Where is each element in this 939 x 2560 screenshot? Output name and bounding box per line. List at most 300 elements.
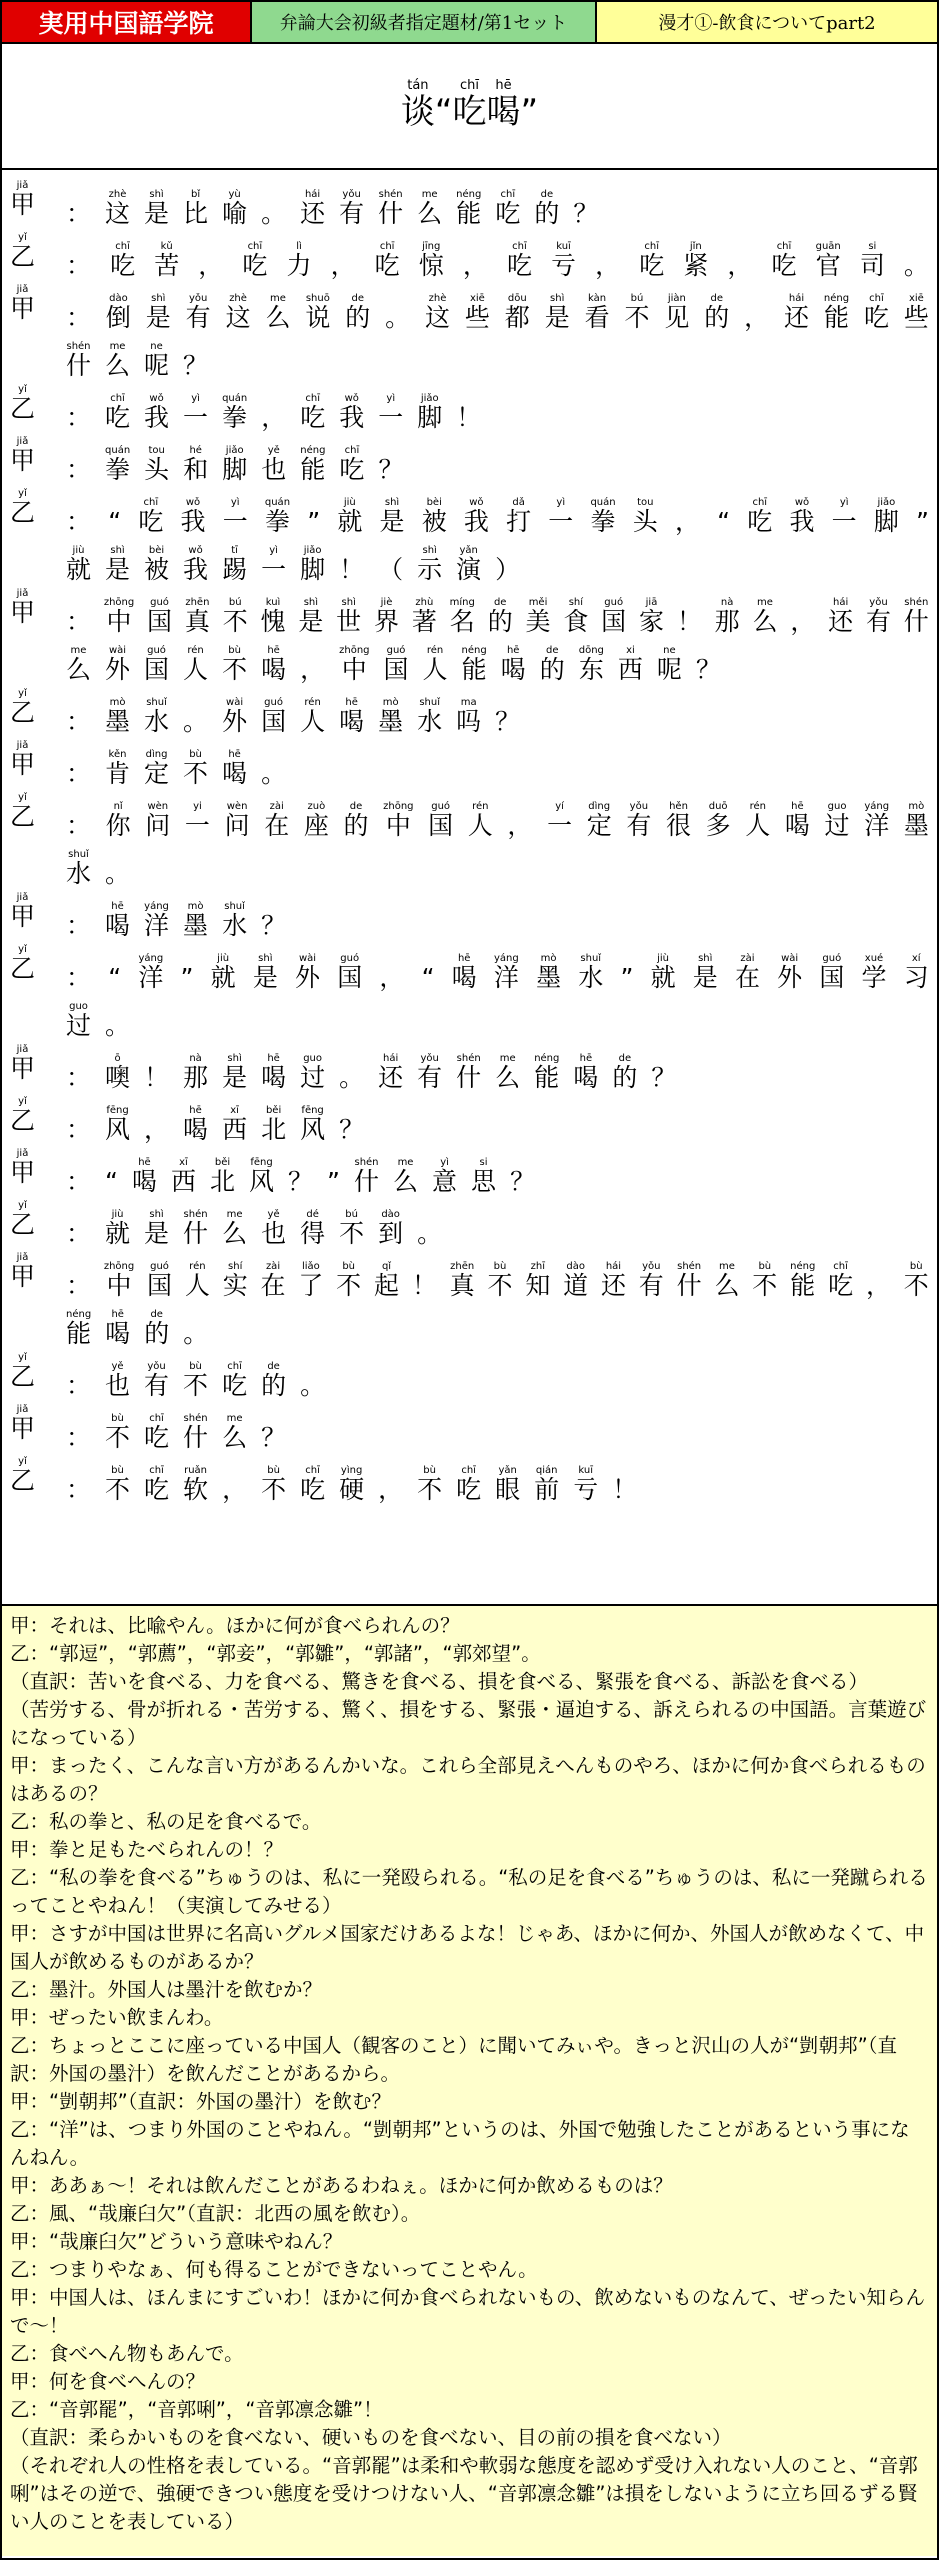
hanzi-char: 不bù <box>105 1465 131 1504</box>
hanzi-char: ， <box>261 403 287 432</box>
hanzi-char: 什shén <box>903 597 929 636</box>
dialogue-line <box>10 1350 929 1398</box>
hanzi-char: 过guo <box>300 1053 326 1092</box>
hanzi-char: ！ <box>411 1271 437 1300</box>
hanzi-char: 我wǒ <box>180 497 206 536</box>
hanzi-char: 思si <box>471 1157 497 1196</box>
hanzi-char: 什shén <box>66 341 92 380</box>
hanzi-char: 能néng <box>534 1053 560 1092</box>
hanzi-char: 国guó <box>428 801 454 840</box>
hanzi-char: 见jiàn <box>664 293 690 332</box>
hanzi-char: ： <box>66 1271 92 1300</box>
dialogue-text <box>66 1250 929 1346</box>
hanzi-char: 喝hē <box>784 801 810 840</box>
hanzi-char: 在zài <box>260 1261 286 1300</box>
hanzi-char: ， <box>462 251 488 280</box>
hanzi-char: 吃chī <box>144 1465 170 1504</box>
hanzi-char: 不bù <box>261 1465 287 1504</box>
dialogue-line <box>10 1094 929 1142</box>
hanzi-char: 不bù <box>183 1361 209 1400</box>
hanzi-char: ， <box>865 1271 891 1300</box>
hanzi-char: 国guó <box>601 597 627 636</box>
hanzi-char: 示shì <box>417 545 443 584</box>
dialogue-line <box>10 1042 929 1090</box>
hanzi-char: ， <box>674 507 700 536</box>
hanzi-char: 是shì <box>145 293 171 332</box>
hanzi-char: 一yì <box>222 497 248 536</box>
hanzi-char: 洋yáng <box>144 901 170 940</box>
speaker-char: 乙yǐ <box>10 688 36 727</box>
hanzi-char: 吃chī <box>300 393 326 432</box>
hanzi-char: 风fēng <box>105 1105 131 1144</box>
hanzi-char: 东dōng <box>578 645 604 684</box>
dialogue-line <box>10 942 929 1038</box>
hanzi-char: 吗ma <box>456 697 482 736</box>
hanzi-char: 惊jīng <box>418 241 444 280</box>
hanzi-char: 美měi <box>525 597 551 636</box>
hanzi-char: 国guó <box>383 645 409 684</box>
hanzi-char: 演yǎn <box>456 545 482 584</box>
hanzi-char: 。 <box>417 1219 443 1248</box>
hanzi-char: 吃chī <box>105 393 131 432</box>
hanzi-char: “ <box>717 507 731 536</box>
dialogue-line <box>10 1454 929 1502</box>
hanzi-char: “ <box>108 507 122 536</box>
dialogue-row <box>66 1042 929 1090</box>
translation-line: 甲：ああぁ～！それは飲んだことがあるわねぇ。ほかに何か飲めるものは？ <box>10 2174 673 2197</box>
hanzi-char: ？ <box>510 1167 536 1196</box>
hanzi-char: 不bù <box>487 1261 513 1300</box>
dialogue-row <box>66 534 929 582</box>
hanzi-char: 名míng <box>449 597 475 636</box>
hanzi-char: 什shén <box>183 1209 209 1248</box>
hanzi-char: 司si <box>859 241 885 280</box>
dialogue-text <box>66 1094 929 1142</box>
speaker-char: 甲jiǎ <box>10 436 36 475</box>
hanzi-char: 墨mò <box>183 901 209 940</box>
hanzi-char: 喝hē <box>105 901 131 940</box>
hanzi-char: ： <box>66 1063 92 1092</box>
hanzi-char: 很hěn <box>665 801 691 840</box>
translation-line: （それぞれ人の性格を表している。“音郭罷”は柔和や軟弱な態度を認めず受け入れない人のこと、“音郭唎”はその逆で、強硬できつい態度を受けつけない人、“音郭凛念雛”は損をしないように立ち回るずる賢い人のことを表している） <box>10 2454 918 2533</box>
speaker-label <box>10 790 66 886</box>
hanzi-char: 我wǒ <box>144 393 170 432</box>
hanzi-char: 这zhè <box>105 189 131 228</box>
hanzi-char: 比bǐ <box>183 189 209 228</box>
hanzi-char: 是shì <box>544 293 570 332</box>
hanzi-char: 国guó <box>819 953 845 992</box>
speaker-label <box>10 586 66 682</box>
hanzi-char: 什shén <box>378 189 404 228</box>
hanzi-char: 我wǒ <box>183 545 209 584</box>
translation-line: 乙：食べへん物もあんで。 <box>10 2342 244 2365</box>
dialogue-text <box>66 942 929 1038</box>
hanzi-char: 的de <box>345 293 371 332</box>
hanzi-char: ？ <box>288 1167 314 1196</box>
hanzi-char: 吃chī <box>374 241 400 280</box>
hanzi-char: 力lì <box>286 241 312 280</box>
hanzi-char: ： <box>66 507 92 536</box>
hanzi-char: ： <box>66 1167 92 1196</box>
hanzi-char: 的de <box>704 293 730 332</box>
speaker-char: 甲jiǎ <box>10 1148 36 1187</box>
hanzi-char: 人rén <box>467 801 493 840</box>
hanzi-char: 习xí <box>903 953 929 992</box>
hanzi-char: 得dé <box>300 1209 326 1248</box>
dialogue-line <box>10 178 929 226</box>
dialogue-row <box>66 1454 929 1502</box>
hanzi-char: 我wǒ <box>339 393 365 432</box>
hanzi-char: 有yǒu <box>417 1053 443 1092</box>
dialogue-row <box>66 634 929 682</box>
speaker-char: 甲jiǎ <box>10 180 36 219</box>
hanzi-char: 呢ne <box>144 341 170 380</box>
hanzi-char: 学xué <box>861 953 887 992</box>
hanzi-char: 外wài <box>105 645 131 684</box>
hanzi-char: ： <box>66 199 92 228</box>
hanzi-char: 家jiā <box>639 597 665 636</box>
hanzi-char: 喝hē <box>451 953 477 992</box>
speaker-label <box>10 1454 66 1502</box>
hanzi-char: 定dìng <box>144 749 170 788</box>
speaker-label <box>10 738 66 786</box>
hanzi-char: 世shì <box>336 597 362 636</box>
page-title <box>401 79 538 133</box>
hanzi-char: 还hái <box>600 1261 626 1300</box>
hanzi-char: 国guó <box>144 645 170 684</box>
hanzi-char: 是shì <box>692 953 718 992</box>
hanzi-char: 吃chī <box>771 241 797 280</box>
dialogue-row <box>66 838 929 886</box>
speaker-label <box>10 1198 66 1246</box>
hanzi-char: 什shén <box>354 1157 380 1196</box>
hanzi-char: 么me <box>222 1209 248 1248</box>
speaker-char: 甲jiǎ <box>10 1252 36 1291</box>
hanzi-char: 了liǎo <box>298 1261 324 1300</box>
hanzi-char: 人rén <box>184 1261 210 1300</box>
hanzi-char: 踢tī <box>222 545 248 584</box>
speaker-label <box>10 230 66 278</box>
dialogue-line <box>10 486 929 582</box>
hanzi-char: ： <box>66 759 92 788</box>
hanzi-char: ： <box>66 963 92 992</box>
hanzi-char: 一yí <box>547 801 573 840</box>
hanzi-char: 就jiù <box>210 953 236 992</box>
hanzi-char: 有yǒu <box>144 1361 170 1400</box>
dialogue-text <box>66 1350 929 1398</box>
hanzi-char: 什shén <box>676 1261 702 1300</box>
hanzi-char: 外wài <box>295 953 321 992</box>
dialogue-line <box>10 282 929 378</box>
dialogue-row <box>66 586 929 634</box>
hanzi-char: 么me <box>66 645 92 684</box>
translation-line: 甲：それは、比喩やん。ほかに何が食べられんの？ <box>10 1614 460 1637</box>
speaker-char: 乙yǐ <box>10 1200 36 1239</box>
hanzi-char: 吃chī <box>144 1413 170 1452</box>
hanzi-char: 拳quán <box>222 393 248 432</box>
speaker-label <box>10 434 66 482</box>
hanzi-char: 还hái <box>784 293 810 332</box>
hanzi-char: 头tou <box>144 445 170 484</box>
translation-line: 甲：ぜったい飲まんわ。 <box>10 2006 224 2029</box>
dialogue-line <box>10 738 929 786</box>
hanzi-char: 喻yù <box>222 189 248 228</box>
hanzi-char: 不bù <box>183 749 209 788</box>
speaker-label <box>10 1250 66 1346</box>
translation-line: 甲：さすが中国は世界に名高いグルメ国家だけあるよな！じゃあ、ほかに何か、外国人が飲めなくて、中国人が飲めるものがあるか？ <box>10 1922 925 1973</box>
hanzi-char: 不bù <box>336 1261 362 1300</box>
hanzi-char: ， <box>790 607 816 636</box>
hanzi-char: 是shì <box>105 545 131 584</box>
hanzi-char: 吃chī <box>222 1361 248 1400</box>
hanzi-char: 喝hē <box>573 1053 599 1092</box>
hanzi-char: 。 <box>183 707 209 736</box>
hanzi-char: 中zhōng <box>103 597 135 636</box>
hanzi-char: 什shén <box>183 1413 209 1452</box>
hanzi-char: 定dìng <box>586 801 612 840</box>
speaker-label <box>10 890 66 938</box>
hanzi-char: 头tou <box>632 497 658 536</box>
hanzi-char: 还hái <box>378 1053 404 1092</box>
hanzi-char: 能néng <box>823 293 850 332</box>
translation-line: 乙：“音郭罷”，“音郭唎”，“音郭凛念雛”！ <box>10 2398 383 2421</box>
hanzi-char: 吃chī <box>506 241 532 280</box>
hanzi-char: 。 <box>105 1011 131 1040</box>
hanzi-char: 么me <box>495 1053 521 1092</box>
dialogue-row <box>66 1298 929 1346</box>
speaker-char: 乙yǐ <box>10 384 36 423</box>
hanzi-char: ） <box>495 555 521 584</box>
speaker-label <box>10 1402 66 1450</box>
hanzi-char: 水shuǐ <box>417 697 443 736</box>
hanzi-char: ， <box>198 251 224 280</box>
school-name: 実用中国語学院 <box>2 2 252 42</box>
hanzi-char: ： <box>66 403 92 432</box>
hanzi-char: 么me <box>417 189 443 228</box>
hanzi-char: 过guo <box>66 1001 92 1040</box>
hanzi-char: 么me <box>393 1157 419 1196</box>
hanzi-char: 一yì <box>548 497 574 536</box>
hanzi-char: 喝hē <box>131 1157 157 1196</box>
speaker-char: 乙yǐ <box>10 944 36 983</box>
hanzi-char: 你nǐ <box>105 801 131 840</box>
hanzi-char: 的de <box>534 189 560 228</box>
hanzi-char: 不bù <box>903 1261 929 1300</box>
hanzi-char: 就jiù <box>66 545 92 584</box>
hanzi-char: 打dǎ <box>506 497 532 536</box>
hanzi-char: 墨mò <box>105 697 131 736</box>
speaker-char: 甲jiǎ <box>10 740 36 779</box>
hanzi-char: 倒dào <box>105 293 131 332</box>
hanzi-char: 的de <box>487 597 513 636</box>
hanzi-char: 。 <box>183 1319 209 1348</box>
hanzi-char: 水shuǐ <box>66 849 92 888</box>
translation-line: 甲：拳と足もたべられんの！？ <box>10 1838 284 1861</box>
hanzi-char: 什shén <box>456 1053 482 1092</box>
dialogue-line <box>10 686 929 734</box>
hanzi-char: 界jiè <box>374 597 400 636</box>
hanzi-char: 么me <box>105 341 131 380</box>
hanzi-char: 风fēng <box>300 1105 326 1144</box>
speaker-label <box>10 486 66 582</box>
hanzi-char: ， <box>595 251 621 280</box>
hanzi-char: 吃chī <box>863 293 889 332</box>
hanzi-char: 吃chī <box>495 189 521 228</box>
hanzi-char: 还hái <box>828 597 854 636</box>
hanzi-char: 脚jiǎo <box>417 393 443 432</box>
hanzi-char: 不bú <box>624 293 650 332</box>
hanzi-char: 著zhù <box>411 597 437 636</box>
hanzi-char: 还hái <box>300 189 326 228</box>
hanzi-char: 墨mò <box>903 801 929 840</box>
speaker-char: 甲jiǎ <box>10 588 36 627</box>
hanzi-char: 喝hē <box>339 697 365 736</box>
hanzi-char: 吃chī <box>110 241 136 280</box>
hanzi-char: 喝hē <box>261 645 287 684</box>
hanzi-char: 吃chī <box>138 497 164 536</box>
hanzi-char: 不bù <box>222 645 248 684</box>
dialogue-text <box>66 282 929 378</box>
hanzi-char: 不bù <box>417 1465 443 1504</box>
hanzi-char: 是shì <box>252 953 278 992</box>
dialogue-text <box>66 230 929 278</box>
speaker-char: 乙yǐ <box>10 1096 36 1135</box>
dialogue-line <box>10 434 929 482</box>
hanzi-char: ！ <box>676 607 702 636</box>
hanzi-char: ： <box>66 1423 92 1452</box>
hanzi-char: 意yì <box>432 1157 458 1196</box>
hanzi-char: ， <box>727 251 753 280</box>
hanzi-char: 能néng <box>456 189 482 228</box>
hanzi-char: 的de <box>343 801 369 840</box>
dialogue-row <box>66 1350 929 1398</box>
hanzi-char: 紧jǐn <box>683 241 709 280</box>
hanzi-char: 么me <box>222 1413 248 1452</box>
hanzi-char: 中zhōng <box>103 1261 135 1300</box>
speaker-char: 甲jiǎ <box>10 1044 36 1083</box>
hanzi-char: 也yě <box>105 1361 131 1400</box>
hanzi-char: ？ <box>651 1063 677 1092</box>
hanzi-char: 国guó <box>147 597 173 636</box>
hanzi-char: 西xī <box>222 1105 248 1144</box>
hanzi-char: ： <box>66 707 92 736</box>
dialogue-row <box>66 790 929 838</box>
dialogue-line <box>10 382 929 430</box>
translation-section <box>2 1606 937 2556</box>
hanzi-char: 和hé <box>183 445 209 484</box>
hanzi-char: 起qǐ <box>374 1261 400 1300</box>
hanzi-char: ， <box>507 811 533 840</box>
speaker-char: 甲jiǎ <box>10 892 36 931</box>
hanzi-char: 都dōu <box>504 293 530 332</box>
hanzi-char: ， <box>744 303 770 332</box>
dialogue-text <box>66 790 929 886</box>
speaker-char: 乙yǐ <box>10 792 36 831</box>
translation-line: 甲：まったく、こんな言い方があるんかいな。これら全部見えへんものやろ、ほかに何か食べられるものはあるの？ <box>10 1754 926 1805</box>
hanzi-char: 不bù <box>105 1413 131 1452</box>
translation-line: 乙：“郭逗”，“郭薦”，“郭妾”，“郭雛”，“郭諸”，“郭郊望”。 <box>10 1642 541 1665</box>
hanzi-char: 呢ne <box>656 645 682 684</box>
hanzi-char: 一yì <box>831 497 857 536</box>
hanzi-char: 的de <box>612 1053 638 1092</box>
dialogue-row <box>66 178 929 226</box>
speaker-char: 甲jiǎ <box>10 1404 36 1443</box>
translation-line: 甲：“哉廉臼欠”どういう意味やねん？ <box>10 2230 343 2253</box>
dialogue-text <box>66 738 929 786</box>
dialogue-row <box>66 890 929 938</box>
dialogue-line <box>10 586 929 682</box>
hanzi-char: 人rén <box>745 801 771 840</box>
hanzi-char: 不bù <box>752 1261 778 1300</box>
translation-line: （直訳：柔らかいものを食べない、硬いものを食べない、目の前の損を食べない） <box>10 2426 732 2449</box>
hanzi-char: 眼yǎn <box>495 1465 521 1504</box>
hanzi-char: 人rén <box>183 645 209 684</box>
hanzi-char: 喝hē <box>183 1105 209 1144</box>
translation-line: 乙：風、“哉廉臼欠”（直訳：北西の風を飲む）。 <box>10 2202 421 2225</box>
hanzi-char: 中zhōng <box>383 801 414 840</box>
dialogue-section <box>2 170 937 1606</box>
hanzi-char: 多duō <box>705 801 731 840</box>
hanzi-char: 的de <box>261 1361 287 1400</box>
hanzi-char: ： <box>66 1475 92 1504</box>
hanzi-char: ： <box>66 303 92 332</box>
dialogue-text <box>66 434 929 482</box>
hanzi-char: 真zhēn <box>449 1261 475 1300</box>
hanzi-char: 被bèi <box>144 545 170 584</box>
hanzi-char: ！ <box>612 1475 638 1504</box>
translation-line: （苦労する、骨が折れる・苦労する、驚く、損をする、緊張・逼迫する、訴えられるの中国語。言葉遊びになっている） <box>10 1698 927 1749</box>
hanzi-char: 墨mò <box>536 953 562 992</box>
hanzi-char: ， <box>222 1475 248 1504</box>
hanzi-char: 。 <box>903 251 929 280</box>
hanzi-char: ： <box>66 1371 92 1400</box>
topic-label: 弁論大会初級者指定題材/第1セット <box>252 2 597 42</box>
hanzi-char: 就jiù <box>650 953 676 992</box>
dialogue-row <box>66 738 929 786</box>
hanzi-char: 就jiù <box>337 497 363 536</box>
hanzi-char: ” <box>916 507 929 536</box>
hanzi-char: ： <box>66 811 92 840</box>
hanzi-char: 么me <box>752 597 778 636</box>
hanzi-char: 吃chī <box>456 1465 482 1504</box>
hanzi-char: 人rén <box>422 645 448 684</box>
speaker-char: 乙yǐ <box>10 232 36 271</box>
title-char: 喝hē <box>486 78 521 132</box>
hanzi-char: 一yi <box>184 801 210 840</box>
hanzi-char: 愧kuì <box>260 597 286 636</box>
hanzi-char: 有yǒu <box>626 801 652 840</box>
hanzi-char: 国guó <box>261 697 287 736</box>
translation-line: 乙：“私の拳を食べる”ちゅうのは、私に一発殴られる。“私の足を食べる”ちゅうのは、私に一発蹴られるってことやねん！（実演してみせる） <box>10 1866 928 1917</box>
hanzi-char: 吃chī <box>300 1465 326 1504</box>
hanzi-char: 这zhè <box>425 293 451 332</box>
hanzi-char: 也yě <box>261 1209 287 1248</box>
hanzi-char: 有yǒu <box>638 1261 664 1300</box>
dialogue-row <box>66 434 929 482</box>
hanzi-char: 北běi <box>210 1157 236 1196</box>
translation-line: （直訳：苦いを食べる、力を食べる、驚きを食べる、損を食べる、緊張を食べる、訴訟を食べる） <box>10 1670 869 1693</box>
hanzi-char: “ <box>108 963 122 992</box>
hanzi-char: 不bú <box>339 1209 365 1248</box>
dialogue-row <box>66 1402 929 1450</box>
hanzi-char: 。 <box>385 303 411 332</box>
hanzi-char: 人rén <box>300 697 326 736</box>
hanzi-char: ， <box>300 655 326 684</box>
hanzi-char: 能néng <box>300 445 326 484</box>
speaker-label <box>10 178 66 226</box>
hanzi-char: 前qián <box>534 1465 560 1504</box>
hanzi-char: 风fēng <box>249 1157 275 1196</box>
